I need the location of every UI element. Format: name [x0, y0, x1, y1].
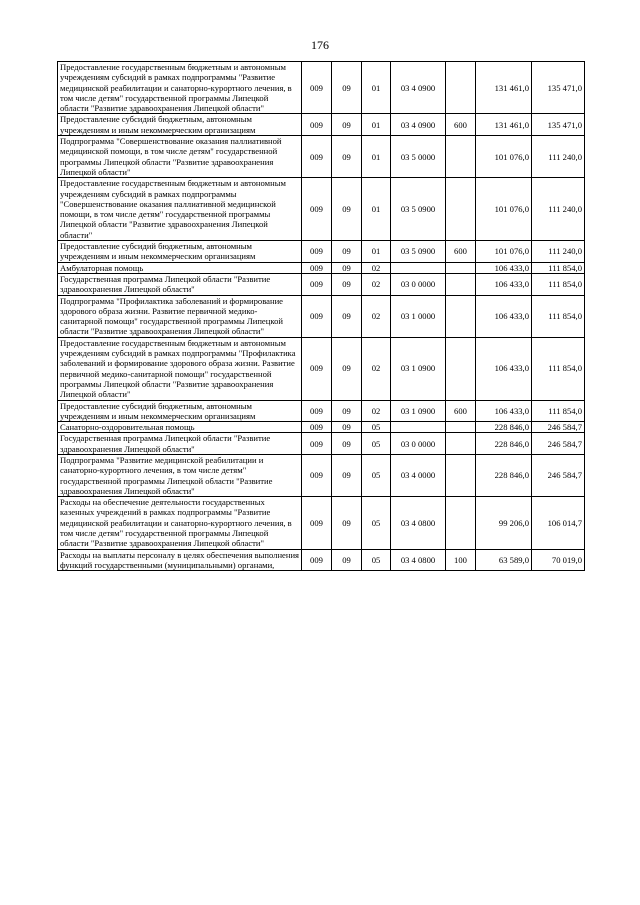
ministry-code: 009: [302, 422, 332, 433]
sum-year-1: 106 433,0: [476, 295, 532, 337]
ministry-code: 009: [302, 178, 332, 241]
expense-name: Государственная программа Липецкой области "Развитие здравоохранения Липецкой области": [58, 273, 302, 295]
subsection-code: 01: [362, 178, 391, 241]
section-code: 09: [332, 433, 362, 455]
ministry-code: 009: [302, 337, 332, 400]
table-row: [58, 262, 585, 273]
table-row: [58, 400, 585, 422]
target-article-code: 03 0 0000: [391, 273, 446, 295]
expense-type-code: [446, 497, 476, 549]
expense-name: Расходы на обеспечение деятельности государственных казенных учреждений в рамках подпрограммы "Развитие медицинской реабилитации и санаторно-курортного лечения, в том числе детям" государственной программы Липецкой области "Развитие здравоохранения Липецкой области": [58, 497, 302, 549]
target-article-code: 03 4 0800: [391, 549, 446, 571]
ministry-code: 009: [302, 273, 332, 295]
expense-type-code: [446, 273, 476, 295]
section-code: 09: [332, 241, 362, 263]
expense-type-code: 600: [446, 114, 476, 136]
expense-type-code: [446, 422, 476, 433]
section-code: 09: [332, 62, 362, 114]
table-row: [58, 295, 585, 337]
sum-year-1: 131 461,0: [476, 62, 532, 114]
expense-name: Подпрограмма "Совершенствование оказания паллиативной медицинской помощи, в том числе детям" государственной программы Липецкой области "Развитие здравоохранения Липецкой области": [58, 136, 302, 178]
subsection-code: 02: [362, 273, 391, 295]
ministry-code: 009: [302, 433, 332, 455]
sum-year-1: 106 433,0: [476, 400, 532, 422]
expense-name: Амбулаторная помощь: [58, 262, 302, 273]
expense-name: Предоставление государственным бюджетным и автономным учреждениям субсидий в рамках подпрограммы "Совершенствование оказания паллиативной медицинской помощи, в том числе детям" государственной программы Липецкой области "Развитие здравоохранения Липецкой области": [58, 178, 302, 241]
expense-name: Подпрограмма "Профилактика заболеваний и формирование здорового образа жизни. Развитие первичной медико-санитарной помощи" государственной программы Липецкой области "Развитие здравоохранения Липецкой области": [58, 295, 302, 337]
ministry-code: 009: [302, 454, 332, 496]
target-article-code: 03 4 0000: [391, 454, 446, 496]
budget-table: [57, 61, 585, 571]
expense-type-code: [446, 178, 476, 241]
expense-type-code: 600: [446, 400, 476, 422]
section-code: 09: [332, 337, 362, 400]
subsection-code: 05: [362, 454, 391, 496]
table-row: [58, 549, 585, 571]
ministry-code: 009: [302, 136, 332, 178]
sum-year-1: 101 076,0: [476, 241, 532, 263]
target-article-code: 03 4 0900: [391, 114, 446, 136]
subsection-code: 02: [362, 262, 391, 273]
sum-year-2: 111 854,0: [532, 400, 585, 422]
sum-year-1: 106 433,0: [476, 273, 532, 295]
section-code: 09: [332, 454, 362, 496]
section-code: 09: [332, 295, 362, 337]
sum-year-1: 228 846,0: [476, 433, 532, 455]
sum-year-1: 228 846,0: [476, 454, 532, 496]
expense-type-code: 100: [446, 549, 476, 571]
expense-type-code: [446, 262, 476, 273]
ministry-code: 009: [302, 295, 332, 337]
section-code: 09: [332, 262, 362, 273]
sum-year-2: 111 854,0: [532, 262, 585, 273]
target-article-code: [391, 422, 446, 433]
sum-year-1: 63 589,0: [476, 549, 532, 571]
subsection-code: 02: [362, 295, 391, 337]
sum-year-2: 111 240,0: [532, 178, 585, 241]
expense-type-code: [446, 337, 476, 400]
section-code: 09: [332, 178, 362, 241]
target-article-code: 03 4 0800: [391, 497, 446, 549]
sum-year-2: 111 854,0: [532, 337, 585, 400]
section-code: 09: [332, 136, 362, 178]
target-article-code: 03 4 0900: [391, 62, 446, 114]
expense-name: Предоставление субсидий бюджетным, автономным учреждениям и иным некоммерческим организациям: [58, 241, 302, 263]
ministry-code: 009: [302, 549, 332, 571]
sum-year-1: 101 076,0: [476, 178, 532, 241]
section-code: 09: [332, 114, 362, 136]
sum-year-1: 131 461,0: [476, 114, 532, 136]
subsection-code: 05: [362, 497, 391, 549]
section-code: 09: [332, 549, 362, 571]
target-article-code: 03 1 0900: [391, 337, 446, 400]
subsection-code: 01: [362, 114, 391, 136]
subsection-code: 02: [362, 337, 391, 400]
subsection-code: 05: [362, 433, 391, 455]
ministry-code: 009: [302, 497, 332, 549]
section-code: 09: [332, 422, 362, 433]
expense-type-code: [446, 295, 476, 337]
subsection-code: 01: [362, 62, 391, 114]
target-article-code: 03 5 0900: [391, 178, 446, 241]
target-article-code: 03 5 0900: [391, 241, 446, 263]
expense-type-code: 600: [446, 241, 476, 263]
expense-name: Предоставление субсидий бюджетным, автономным учреждениям и иным некоммерческим организациям: [58, 400, 302, 422]
target-article-code: 03 1 0000: [391, 295, 446, 337]
expense-name: Расходы на выплаты персоналу в целях обеспечения выполнения функций государственными (муниципальными) органами,: [58, 549, 302, 571]
sum-year-2: 246 584,7: [532, 422, 585, 433]
table-row: [58, 497, 585, 549]
sum-year-2: 70 019,0: [532, 549, 585, 571]
sum-year-1: 99 206,0: [476, 497, 532, 549]
ministry-code: 009: [302, 241, 332, 263]
table-row: [58, 422, 585, 433]
expense-type-code: [446, 433, 476, 455]
section-code: 09: [332, 273, 362, 295]
sum-year-1: 106 433,0: [476, 262, 532, 273]
table-row: [58, 62, 585, 114]
target-article-code: 03 0 0000: [391, 433, 446, 455]
sum-year-1: 228 846,0: [476, 422, 532, 433]
sum-year-2: 111 854,0: [532, 295, 585, 337]
ministry-code: 009: [302, 262, 332, 273]
expense-name: Предоставление субсидий бюджетным, автономным учреждениям и иным некоммерческим организациям: [58, 114, 302, 136]
sum-year-2: 135 471,0: [532, 114, 585, 136]
sum-year-1: 106 433,0: [476, 337, 532, 400]
sum-year-2: 111 854,0: [532, 273, 585, 295]
section-code: 09: [332, 400, 362, 422]
ministry-code: 009: [302, 400, 332, 422]
expense-type-code: [446, 136, 476, 178]
page-number: 176: [311, 38, 329, 52]
expense-name: Предоставление государственным бюджетным и автономным учреждениям субсидий в рамках подпрограммы "Развитие медицинской реабилитации и санаторно-курортного лечения, в том числе детям" государственной программы Липецкой области "Развитие здравоохранения Липецкой области": [58, 62, 302, 114]
target-article-code: [391, 262, 446, 273]
table-row: [58, 337, 585, 400]
subsection-code: 02: [362, 400, 391, 422]
ministry-code: 009: [302, 62, 332, 114]
sum-year-2: 106 014,7: [532, 497, 585, 549]
expense-type-code: [446, 62, 476, 114]
table-row: [58, 178, 585, 241]
sum-year-2: 246 584,7: [532, 454, 585, 496]
sum-year-2: 111 240,0: [532, 136, 585, 178]
subsection-code: 05: [362, 549, 391, 571]
table-row: [58, 454, 585, 496]
section-code: 09: [332, 497, 362, 549]
expense-name: Государственная программа Липецкой области "Развитие здравоохранения Липецкой области": [58, 433, 302, 455]
expense-name: Санаторно-оздоровительная помощь: [58, 422, 302, 433]
target-article-code: 03 1 0900: [391, 400, 446, 422]
expense-type-code: [446, 454, 476, 496]
subsection-code: 01: [362, 136, 391, 178]
subsection-code: 05: [362, 422, 391, 433]
ministry-code: 009: [302, 114, 332, 136]
sum-year-2: 246 584,7: [532, 433, 585, 455]
table-row: [58, 114, 585, 136]
table-row: [58, 136, 585, 178]
sum-year-1: 101 076,0: [476, 136, 532, 178]
table-row: [58, 433, 585, 455]
table-row: [58, 241, 585, 263]
expense-name: Подпрограмма "Развитие медицинской реабилитации и санаторно-курортного лечения, в том числе детям" государственной программы Липецкой области "Развитие здравоохранения Липецкой области": [58, 454, 302, 496]
sum-year-2: 135 471,0: [532, 62, 585, 114]
target-article-code: 03 5 0000: [391, 136, 446, 178]
sum-year-2: 111 240,0: [532, 241, 585, 263]
table-row: [58, 273, 585, 295]
subsection-code: 01: [362, 241, 391, 263]
expense-name: Предоставление государственным бюджетным и автономным учреждениям субсидий в рамках подпрограммы "Профилактика заболеваний и формирование здорового образа жизни. Развитие первичной медико-санитарной помощи" государственной программы Липецкой области "Развитие здравоохранения Липецкой области": [58, 337, 302, 400]
